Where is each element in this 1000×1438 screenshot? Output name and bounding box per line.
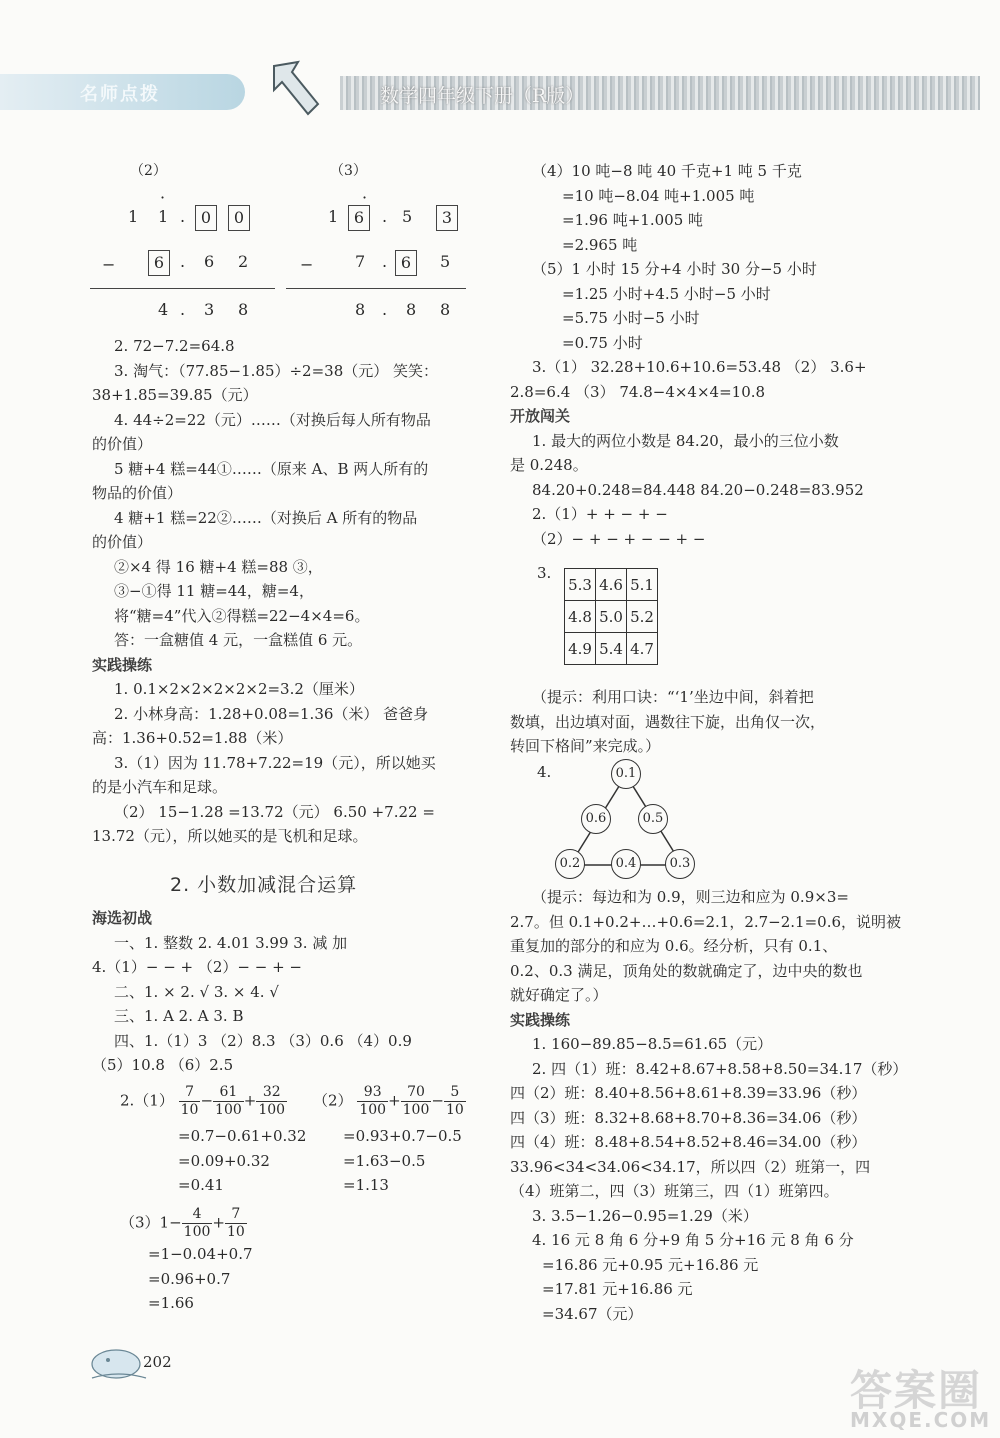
whale-icon — [88, 1340, 148, 1385]
minus-sign: − — [102, 255, 116, 274]
watermark-logo: 答案圈 — [850, 1366, 983, 1415]
text-line: 四（2）班：8.40+8.56+8.61+8.39=33.96（秒） — [510, 1084, 867, 1102]
fraction: $\frac{70}{100}$ — [402, 1084, 430, 1118]
answer-box: 0 — [228, 205, 250, 231]
text-line: =16.86 元+0.95 元+16.86 元 — [542, 1255, 759, 1274]
text-line: 84.20+0.248=84.448 84.20−0.248=83.952 — [532, 480, 864, 499]
question-label: 4. — [537, 763, 552, 781]
question-label: 2.（1） — [120, 1091, 174, 1110]
text-line: 二、1. × 2. √ 3. × 4. √ — [114, 982, 279, 1001]
section-heading: 实践操练 — [92, 655, 153, 674]
text-line: （4）班第二，四（3）班第三，四（1）班第四。 — [510, 1182, 839, 1200]
text-line: 数填，出边填对面，遇数往下旋，出角仅一次， — [510, 712, 826, 731]
fraction: $\frac{93}{100}$ — [359, 1084, 387, 1118]
digit: . — [382, 207, 388, 226]
magic-cell: 5.3 — [565, 569, 596, 601]
digit: 8 — [238, 300, 249, 319]
header-tab-label: 名师点拨 — [80, 84, 160, 105]
text-line: 四、1.（1）3 （2）8.3 （3）0.6 （4）0.9 — [114, 1031, 412, 1050]
text-line: 2.（1）+ + − + − — [532, 505, 668, 523]
question-label: （2） — [313, 1091, 353, 1110]
text-line: 三、1. A 2. A 3. B — [114, 1007, 244, 1025]
text-line: （2）− + − + − − + − — [532, 529, 706, 548]
magic-cell: 5.4 — [596, 633, 627, 665]
text-line: 4.（1）− − + （2）− − + − — [92, 958, 302, 976]
step-line: =0.93+0.7−0.5 — [343, 1127, 462, 1145]
text-line: =5.75 小时−5 小时 — [562, 309, 700, 327]
header-tab — [0, 74, 245, 110]
text-line: 物品的价值） — [92, 484, 183, 502]
digit: 8 — [406, 300, 417, 319]
triangle-node: 0.4 — [611, 849, 641, 879]
minus-sign: − — [300, 255, 314, 274]
operator: − — [200, 1091, 214, 1110]
calc-label-3: （3） — [330, 163, 367, 179]
answer-box: 6 — [148, 250, 170, 276]
text-line: 答：一盒糖值 4 元，一盒糕值 6 元。 — [114, 631, 363, 649]
digit: 3 — [204, 300, 215, 319]
steps-3 — [148, 1242, 253, 1316]
fraction: $\frac{4}{100}$ — [183, 1206, 211, 1240]
magic-cell: 5.0 — [596, 601, 627, 633]
text-line: 1. 0.1×2×2×2×2×2=3.2（厘米） — [114, 680, 364, 698]
digit: 1 — [328, 207, 339, 226]
triangle-node: 0.1 — [611, 759, 641, 789]
digit: 7 — [355, 252, 366, 271]
text-line: =2.965 吨 — [562, 235, 638, 254]
text-line: 1. 160−89.85−8.5=61.65（元） — [532, 1035, 773, 1053]
answer-box: 6 — [395, 250, 417, 276]
book-title: 数学四年级下册（R版） — [380, 85, 585, 107]
text-line: =0.75 小时 — [562, 333, 643, 352]
text-line: ③−①得 11 糖=44，糖=4， — [114, 582, 314, 600]
carry-dot: · — [160, 188, 166, 207]
fraction: $\frac{7}{10}$ — [226, 1206, 245, 1240]
calc-label-2: （2） — [130, 163, 167, 179]
carry-dot: · — [362, 188, 368, 207]
hint-block-2 — [510, 885, 908, 1326]
text-line: 就好确定了。） — [510, 986, 608, 1004]
text-line: 4 糖+1 糕=22②……（对换后 A 所有的物品 — [114, 508, 418, 527]
digit: . — [382, 252, 388, 271]
triangle-node: 0.6 — [581, 804, 611, 834]
text-line: 3. 淘气：（77.85−1.85）÷2=38（元） 笑笑： — [114, 361, 439, 380]
fraction: $\frac{7}{10}$ — [180, 1084, 199, 1118]
operator: − — [431, 1091, 444, 1110]
text-line: （4）10 吨−8 吨 40 千克+1 吨 5 千克 — [532, 162, 802, 180]
section-title: 2. 小数加减混合运算 — [170, 874, 358, 896]
magic-square — [564, 568, 658, 665]
step-line: =0.96+0.7 — [148, 1269, 231, 1288]
watermark-url: MXQE.COM — [850, 1408, 992, 1432]
text-line: 13.72（元），所以她买的是飞机和足球。 — [92, 827, 368, 845]
hint-block-1 — [510, 685, 900, 759]
magic-cell: 5.2 — [627, 601, 658, 633]
digit: 2 — [238, 252, 249, 271]
text-line: 5 糖+4 糕=44①……（原来 A、B 两人所有的 — [114, 459, 429, 478]
text-line: 2. 四（1）班：8.42+8.67+8.58+8.50=34.17（秒） — [532, 1059, 908, 1078]
text-line: 四（3）班：8.32+8.68+8.70+8.36=34.06（秒） — [510, 1108, 867, 1127]
text-line: 高：1.36+0.52=1.88（米） — [92, 729, 293, 747]
text-line: =34.67（元） — [542, 1304, 643, 1323]
digit: 5 — [402, 207, 413, 226]
digit: . — [180, 252, 186, 271]
magic-cell: 4.8 — [565, 601, 596, 633]
text-line: 3.（1）因为 11.78+7.22=19（元），所以她买 — [114, 753, 436, 772]
question-label: （3）1− — [120, 1213, 182, 1232]
digit: . — [180, 207, 186, 226]
text-line: =17.81 元+16.86 元 — [542, 1280, 693, 1298]
page-number: 202 — [143, 1353, 172, 1371]
header-banner — [340, 76, 980, 110]
text-line: 的是小汽车和足球。 — [92, 778, 228, 796]
fraction-expr-1 — [120, 1084, 287, 1119]
triangle-node: 0.2 — [555, 849, 585, 879]
arrow-icon — [268, 58, 324, 120]
vertical-calc — [100, 155, 480, 325]
text-line: 转回下格间”来完成。） — [510, 737, 661, 755]
text-line: 的价值） — [92, 533, 153, 551]
text-line: 将“糖=4”代入②得糕=22−4×4=6。 — [114, 606, 370, 625]
text-line: 2. 小林身高：1.28+0.08=1.36（米） 爸爸身 — [114, 704, 429, 723]
digit: 8 — [440, 300, 451, 319]
text-line: 4. 16 元 8 角 6 分+9 角 5 分+16 元 8 角 6 分 — [532, 1231, 854, 1249]
divider-line — [286, 288, 466, 289]
text-line: 四（4）班：8.48+8.54+8.52+8.46=34.00（秒） — [510, 1133, 867, 1151]
step-line: =0.41 — [178, 1176, 224, 1194]
step-line: =0.09+0.32 — [178, 1151, 270, 1170]
operator: + — [388, 1091, 401, 1110]
divider-line — [90, 288, 275, 289]
magic-cell: 4.9 — [565, 633, 596, 665]
step-line: =0.7−0.61+0.32 — [178, 1127, 307, 1145]
digit: . — [382, 300, 388, 319]
operator: + — [243, 1091, 257, 1110]
text-line: 1. 最大的两位小数是 84.20，最小的三位小数 — [532, 431, 839, 450]
text-line: ②×4 得 16 糖+4 糕=88 ③， — [114, 557, 323, 576]
step-line: =1.63−0.5 — [343, 1151, 426, 1170]
fraction: $\frac{5}{10}$ — [445, 1084, 464, 1118]
text-line: 38+1.85=39.85（元） — [92, 386, 258, 404]
magic-cell: 4.6 — [596, 569, 627, 601]
text-line: 一、1. 整数 2. 4.01 3.99 3. 减 加 — [114, 933, 348, 952]
section-heading: 开放闯关 — [510, 407, 571, 425]
text-line: 0.2、0.3 满足，顶角处的数就确定了，边中央的数也 — [510, 961, 863, 980]
digit: 1 — [158, 207, 169, 226]
text-line: 2. 72−7.2=64.8 — [114, 337, 235, 355]
text-line: 的价值） — [92, 435, 153, 453]
basics-block — [92, 906, 472, 1078]
operator: + — [212, 1213, 225, 1232]
digit: 8 — [355, 300, 366, 319]
digit: . — [180, 300, 186, 319]
triangle-node: 0.3 — [665, 849, 695, 879]
triangle-node: 0.5 — [638, 804, 668, 834]
right-answers — [510, 159, 900, 551]
digit: 6 — [204, 252, 215, 271]
section-heading: 实践操练 — [510, 1010, 571, 1029]
text-line: 2.8=6.4 （3） 74.8−4×4×4=10.8 — [510, 382, 766, 401]
fraction-expr-3 — [120, 1206, 247, 1241]
steps-2 — [343, 1124, 462, 1198]
text-line: 3. 3.5−1.26−0.95=1.29（米） — [532, 1206, 758, 1225]
answer-box: 0 — [195, 205, 217, 231]
text-line: =1.96 吨+1.005 吨 — [562, 211, 704, 229]
text-line: （提示：每边和为 0.9，则三边和应为 0.9×3= — [532, 888, 849, 906]
text-line: （2） 15−1.28 =13.72（元） 6.50 +7.22 = — [114, 802, 435, 821]
step-line: =1.13 — [343, 1176, 389, 1194]
text-line: （提示：利用口诀：“‘1’坐边中间，斜着把 — [532, 688, 814, 706]
magic-cell: 5.1 — [627, 569, 658, 601]
steps-1 — [178, 1124, 306, 1198]
fraction: $\frac{61}{100}$ — [215, 1084, 242, 1118]
fraction: $\frac{32}{100}$ — [258, 1084, 286, 1118]
fraction-expr-2 — [313, 1084, 466, 1119]
digit: 1 — [128, 207, 139, 226]
text-line: （5）10.8 （6）2.5 — [92, 1056, 234, 1074]
text-line: =10 吨−8.04 吨+1.005 吨 — [562, 186, 755, 205]
text-line: 3.（1） 32.28+10.6+10.6=53.48 （2） 3.6+ — [532, 358, 867, 376]
text-line: 33.96<34<34.06<34.17，所以四（2）班第一，四 — [510, 1157, 871, 1176]
text-line: 2.7。但 0.1+0.2+…+0.6=2.1，2.7−2.1=0.6，说明被 — [510, 912, 902, 931]
magic-cell: 4.7 — [627, 633, 658, 665]
step-line: =1−0.04+0.7 — [148, 1245, 253, 1263]
left-answers — [92, 334, 472, 849]
text-line: =1.25 小时+4.5 小时−5 小时 — [562, 284, 771, 303]
step-line: =1.66 — [148, 1294, 194, 1312]
answer-box: 3 — [436, 205, 458, 231]
text-line: 是 0.248。 — [510, 456, 588, 474]
text-line: （5）1 小时 15 分+4 小时 30 分−5 小时 — [532, 260, 817, 278]
section-heading: 海选初战 — [92, 909, 153, 927]
question-label: 3. — [537, 564, 552, 582]
digit: 4 — [158, 300, 169, 319]
answer-box: 6 — [348, 205, 370, 231]
text-line: 4. 44÷2=22（元）……（对换后每人所有物品 — [114, 410, 431, 429]
text-line: 重复加的部分的和应为 0.6。经分析，只有 0.1、 — [510, 937, 838, 955]
digit: 5 — [440, 252, 451, 271]
